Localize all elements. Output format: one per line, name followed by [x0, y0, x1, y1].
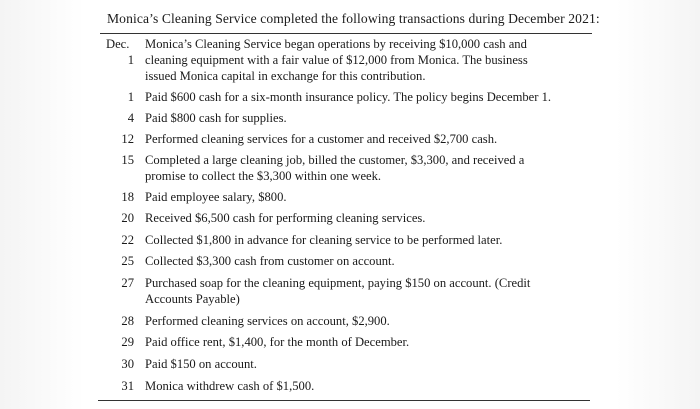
description-line: cleaning equipment with a fair value of $12,000 from Monica. The business: [145, 53, 528, 67]
transaction-day: 12: [121, 132, 134, 146]
transaction-description: [145, 131, 550, 147]
header-divider: [100, 33, 592, 34]
transaction-description: [145, 275, 550, 307]
transaction-description: [145, 210, 550, 226]
page-title: Monica’s Cleaning Service completed the following transactions during December 2021:: [107, 11, 600, 26]
description-line: Paid $600 cash for a six-month insurance policy. The policy begins December 1.: [145, 90, 552, 104]
transaction-day: 20: [121, 211, 134, 225]
transaction-description: [145, 189, 550, 205]
description-line: Collected $3,300 cash from customer on account.: [145, 254, 395, 268]
transaction-description: [145, 152, 550, 184]
transaction-description: [145, 378, 550, 394]
footer-divider: [98, 400, 590, 401]
transaction-day: 1: [127, 53, 134, 67]
description-line: Purchased soap for the cleaning equipment, paying $150 on account. (Credit: [145, 276, 531, 290]
transaction-day: 29: [121, 335, 134, 349]
description-line: Monica’s Cleaning Service began operations by receiving $10,000 cash and: [145, 37, 527, 51]
transaction-description: [145, 36, 550, 84]
description-line: Accounts Payable): [145, 292, 240, 306]
transaction-day: 25: [121, 254, 134, 268]
transaction-description: [145, 313, 550, 329]
month-label: Dec.: [106, 37, 130, 51]
description-line: Paid $150 on account.: [145, 357, 257, 371]
transaction-description: [145, 356, 550, 372]
transaction-description: [145, 89, 550, 105]
description-line: promise to collect the $3,300 within one week.: [145, 169, 382, 183]
transaction-day: 27: [121, 276, 134, 290]
transaction-description: [145, 232, 550, 248]
transaction-day: 4: [127, 111, 134, 125]
description-line: Completed a large cleaning job, billed the customer, $3,300, and received a: [145, 153, 525, 167]
description-line: Monica withdrew cash of $1,500.: [145, 379, 315, 393]
transaction-description: [145, 110, 550, 126]
description-line: Paid office rent, $1,400, for the month of December.: [145, 335, 410, 349]
description-line: Collected $1,800 in advance for cleaning service to be performed later.: [145, 233, 503, 247]
transaction-day: 18: [121, 190, 134, 204]
description-line: Performed cleaning services on account, $2,900.: [145, 314, 390, 328]
transaction-description: [145, 253, 550, 269]
transaction-day: 22: [121, 233, 134, 247]
transaction-day: 28: [121, 314, 134, 328]
description-line: issued Monica capital in exchange for this contribution.: [145, 69, 426, 83]
description-line: Received $6,500 cash for performing cleaning services.: [145, 211, 426, 225]
transaction-day: 30: [121, 357, 134, 371]
description-line: Performed cleaning services for a customer and received $2,700 cash.: [145, 132, 498, 146]
transaction-day: 1: [127, 90, 134, 104]
description-line: Paid $800 cash for supplies.: [145, 111, 287, 125]
transaction-day: 15: [121, 153, 134, 167]
transaction-day: 31: [121, 379, 134, 393]
transaction-description: [145, 334, 550, 350]
description-line: Paid employee salary, $800.: [145, 190, 287, 204]
